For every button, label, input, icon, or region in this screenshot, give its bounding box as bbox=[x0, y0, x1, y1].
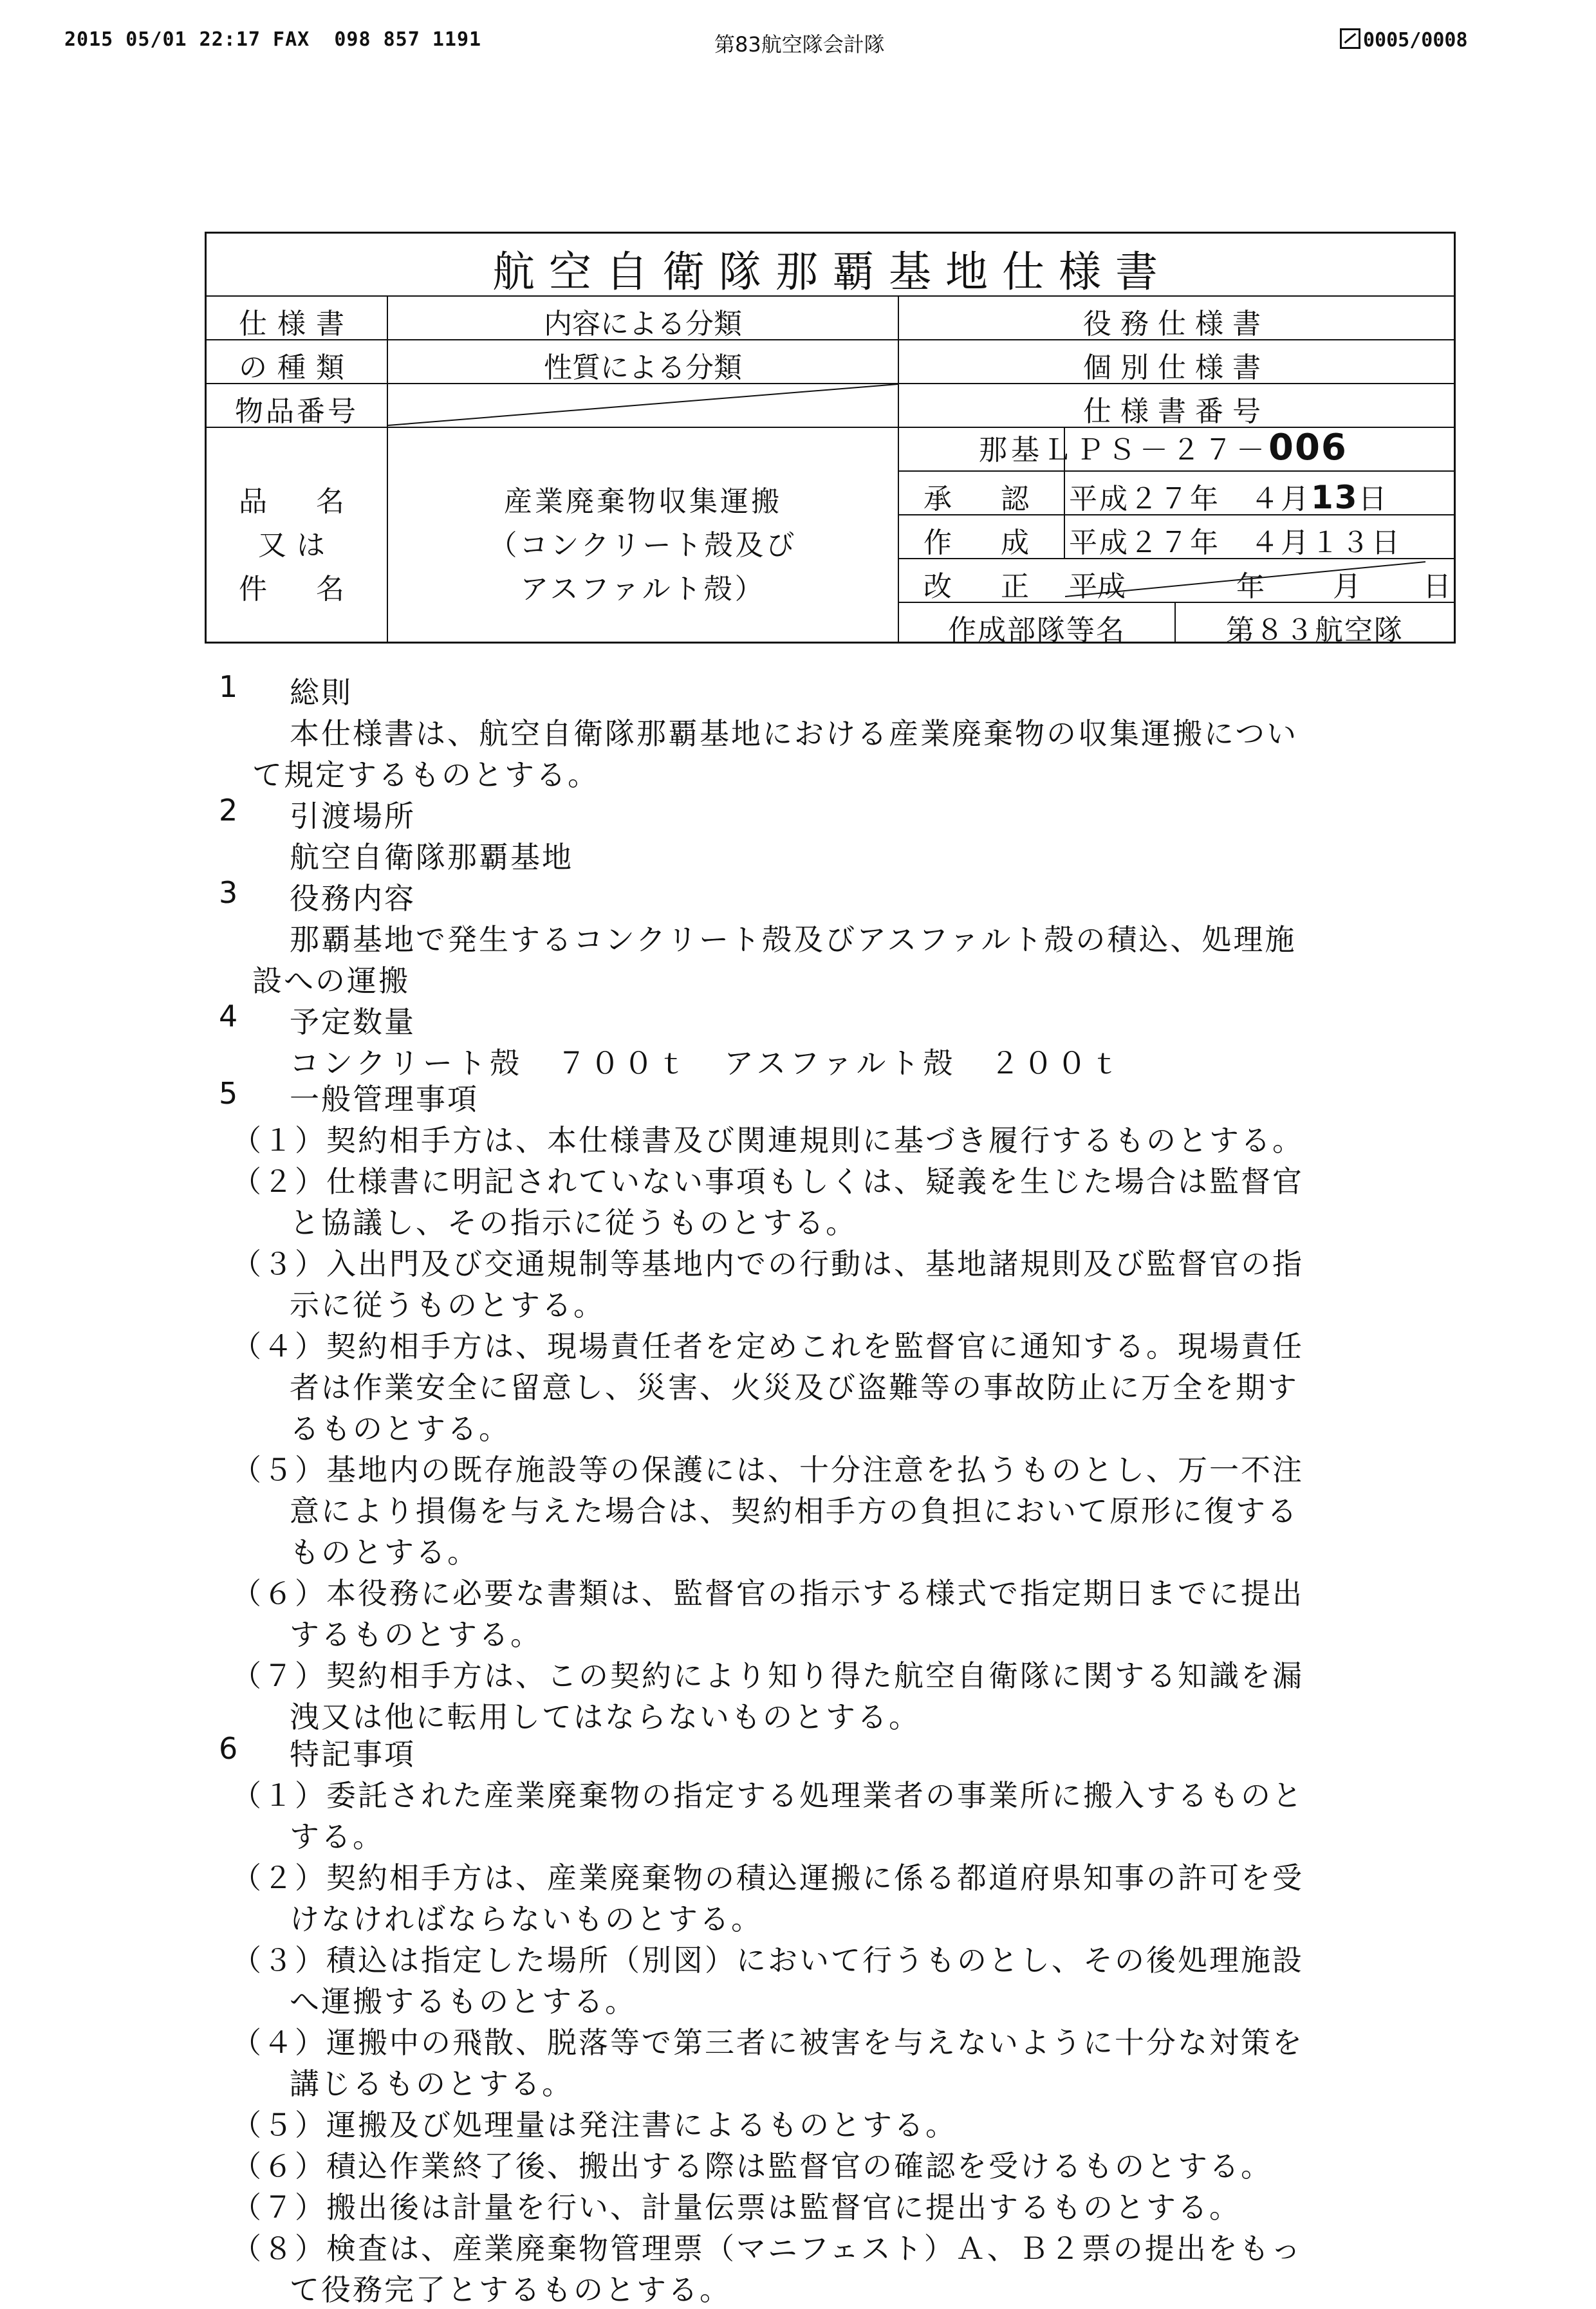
name-label-3: 件 名 bbox=[239, 573, 355, 606]
create-date: 平成２７年 ４月１３日 bbox=[1069, 526, 1402, 559]
list-item: （６）本役務に必要な書類は、監督官の指示する様式で指定期日までに提出 bbox=[232, 1576, 1304, 1611]
list-item: する。 bbox=[290, 1819, 384, 1854]
list-item: （２）仕様書に明記されていない事項もしくは、疑義を生じた場合は監督官 bbox=[232, 1164, 1304, 1199]
approve-day: 13 bbox=[1311, 479, 1359, 516]
list-item: 講じるものとする。 bbox=[290, 2066, 573, 2101]
approve-day-suffix: 日 bbox=[1358, 483, 1389, 515]
item-name-line-3: アスファルト殻） bbox=[520, 573, 766, 606]
spec-type-label-2: の種類 bbox=[239, 351, 355, 384]
approve-date-prefix: 平成２７年 ４月 bbox=[1069, 483, 1311, 515]
list-item: へ運搬するものとする。 bbox=[290, 1984, 636, 2019]
body-line: 那覇基地で発生するコンクリート殻及びアスファルト殻の積込、処理施 bbox=[290, 922, 1297, 957]
spec-number-label: 仕様書番号 bbox=[1083, 395, 1270, 428]
section-title: 一般管理事項 bbox=[290, 1082, 479, 1117]
unit-value: 第８３航空隊 bbox=[1226, 614, 1404, 647]
list-item: （７）契約相手方は、この契約により知り得た航空自衛隊に関する知識を漏 bbox=[232, 1658, 1304, 1693]
list-item: と協議し、その指示に従うものとする。 bbox=[290, 1205, 857, 1240]
list-item: （３）入出門及び交通規制等基地内での行動は、基地諸規則及び監督官の指 bbox=[232, 1247, 1304, 1281]
item-name-line-1: 産業廃棄物収集運搬 bbox=[504, 485, 782, 518]
list-item: 者は作業安全に留意し、災害、火災及び盗難等の事故防止に万全を期す bbox=[290, 1370, 1299, 1405]
revise-month: 月 bbox=[1333, 570, 1361, 603]
list-item: （２）契約相手方は、産業廃棄物の積込運搬に係る都道府県知事の許可を受 bbox=[232, 1860, 1304, 1895]
revise-era: 平成 bbox=[1069, 570, 1126, 603]
class-by-nature: 性質による分類 bbox=[544, 351, 742, 384]
spec-header-table bbox=[205, 232, 1456, 647]
spec-type-label-1: 仕様書 bbox=[239, 308, 355, 340]
body-line: 設への運搬 bbox=[252, 963, 410, 998]
section-number: 5 bbox=[219, 1076, 238, 1111]
blank-diagonal bbox=[388, 383, 898, 427]
item-number-label: 物品番号 bbox=[235, 395, 358, 428]
list-item: （１）委託された産業廃棄物の指定する処理業者の事業所に搬入するものと bbox=[232, 1778, 1304, 1813]
section-title: 総則 bbox=[290, 675, 353, 710]
class-nature-value: 個別仕様書 bbox=[1083, 351, 1270, 384]
list-item: けなければならないものとする。 bbox=[290, 1902, 763, 1936]
list-item: 洩又は他に転用してはならないものとする。 bbox=[290, 1700, 920, 1734]
item-name-line-2: （コンクリート殻及び bbox=[488, 529, 797, 562]
class-content-value: 役務仕様書 bbox=[1083, 308, 1270, 340]
fax-page-icon bbox=[1340, 28, 1360, 49]
document-title: 航空自衛隊那覇基地仕様書 bbox=[492, 247, 1172, 297]
revise-label: 改 正 bbox=[923, 570, 1039, 603]
section-number: 1 bbox=[219, 669, 238, 704]
unit-label: 作成部隊等名 bbox=[948, 614, 1126, 647]
list-item: （５）基地内の既存施設等の保護には、十分注意を払うものとし、万一不注 bbox=[232, 1452, 1304, 1487]
name-label-2: 又は bbox=[258, 529, 335, 562]
section-number: 3 bbox=[219, 875, 238, 910]
section-title: 特記事項 bbox=[290, 1737, 416, 1772]
fax-sender-name: 第83航空隊会計隊 bbox=[714, 32, 885, 57]
list-item: ものとする。 bbox=[290, 1535, 479, 1570]
list-item: （１）契約相手方は、本仕様書及び関連規則に基づき履行するものとする。 bbox=[232, 1123, 1304, 1158]
list-item: 示に従うものとする。 bbox=[290, 1288, 605, 1322]
list-item: するものとする。 bbox=[290, 1617, 542, 1652]
body-line: て規定するものとする。 bbox=[252, 757, 599, 792]
body-line: 本仕様書は、航空自衛隊那覇基地における産業廃棄物の収集運搬につい bbox=[290, 716, 1299, 751]
fax-header bbox=[0, 28, 1596, 60]
list-item: （８）検査は、産業廃棄物管理票（マニフェスト）Ａ、Ｂ２票の提出をもっ bbox=[232, 2231, 1303, 2266]
spec-number-prefix: 那基ＬＰＳ－２７－ bbox=[979, 434, 1268, 467]
fax-page-number: 0005/0008 bbox=[1363, 29, 1468, 51]
approve-date bbox=[1069, 476, 1455, 517]
section-title: 役務内容 bbox=[290, 881, 416, 916]
list-item: （４）契約相手方は、現場責任者を定めこれを監督官に通知する。現場責任 bbox=[232, 1329, 1304, 1364]
list-item: （７）搬出後は計量を行い、計量伝票は監督官に提出するものとする。 bbox=[232, 2190, 1241, 2225]
class-by-content: 内容による分類 bbox=[544, 308, 742, 340]
section-number: 4 bbox=[219, 999, 238, 1034]
list-item: （４）運搬中の飛散、脱落等で第三者に被害を与えないように十分な対策を bbox=[232, 2025, 1304, 2060]
list-item: て役務完了とするものとする。 bbox=[290, 2272, 731, 2307]
section-title: 予定数量 bbox=[290, 1005, 416, 1039]
section-title: 引渡場所 bbox=[290, 799, 416, 833]
revise-year: 年 bbox=[1236, 570, 1265, 603]
section-number: 6 bbox=[219, 1731, 238, 1766]
spec-number bbox=[979, 427, 1454, 470]
body-line: コンクリート殻 ７００ｔ アスファルト殻 ２００ｔ bbox=[290, 1046, 1124, 1080]
list-item: （５）運搬及び処理量は発注書によるものとする。 bbox=[232, 2108, 957, 2142]
list-item: （６）積込作業終了後、搬出する際は監督官の確認を受けるものとする。 bbox=[232, 2149, 1272, 2184]
name-label-1: 品 名 bbox=[239, 485, 355, 518]
list-item: るものとする。 bbox=[290, 1411, 510, 1446]
spec-number-suffix: 006 bbox=[1268, 427, 1348, 468]
approve-label: 承 認 bbox=[923, 483, 1039, 515]
list-item: （３）積込は指定した場所（別図）において行うものとし、その後処理施設 bbox=[232, 1943, 1304, 1978]
create-label: 作 成 bbox=[923, 526, 1039, 559]
fax-transmission-info: 2015 05/01 22:17 FAX 098 857 1191 bbox=[64, 28, 482, 51]
body-line: 航空自衛隊那覇基地 bbox=[290, 840, 573, 875]
fax-page-count bbox=[1340, 28, 1468, 51]
section-number: 2 bbox=[219, 793, 238, 828]
revise-date bbox=[1069, 563, 1455, 603]
revise-day: 日 bbox=[1423, 570, 1451, 603]
list-item: 意により損傷を与えた場合は、契約相手方の負担において原形に復する bbox=[290, 1494, 1299, 1528]
